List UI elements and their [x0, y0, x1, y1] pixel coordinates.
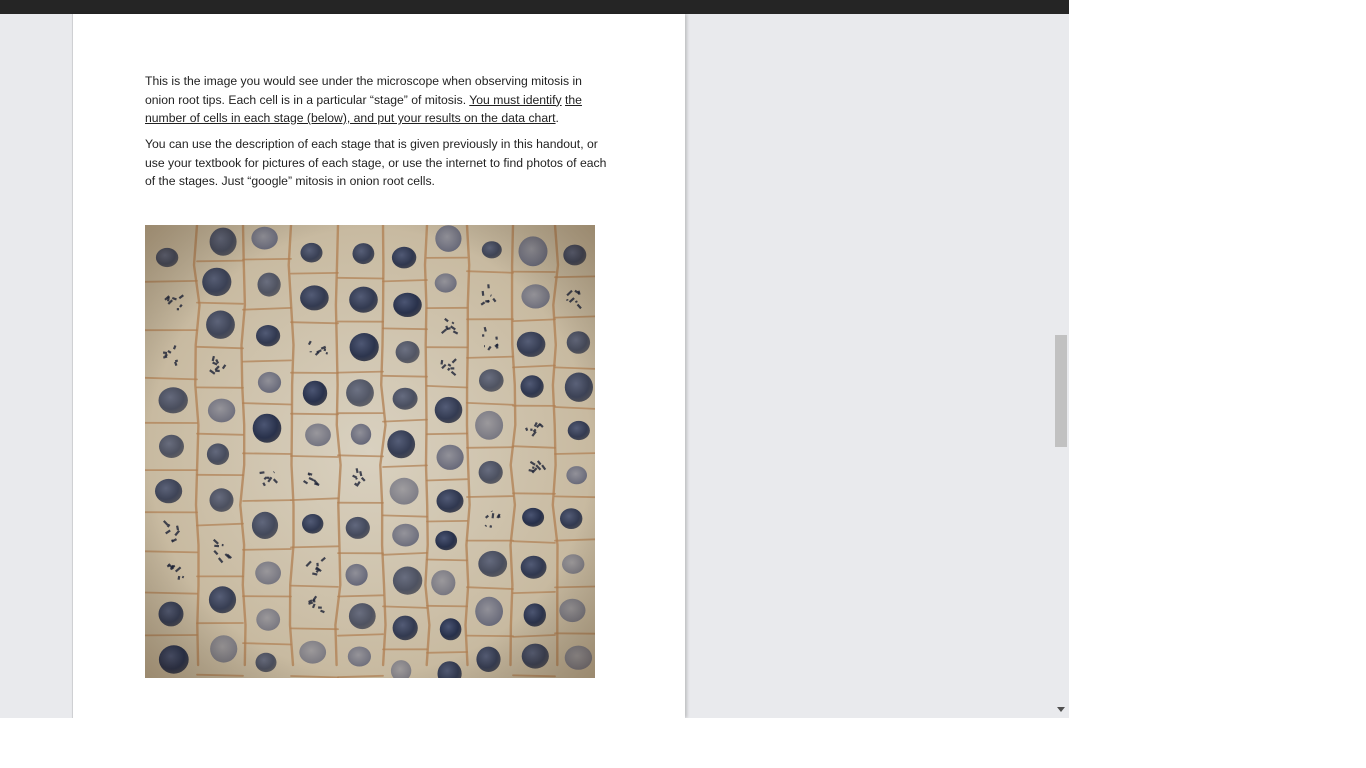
instruction-text: This is the image you would see under the microscope when observing mitosis in onion root tips. Each cell is in a particular “stage” of mitosis. — [145, 74, 582, 107]
micrograph-image — [145, 225, 595, 678]
resources-paragraph: You can use the description of each stage that is given previously in this handout, or use your textbook for pictures of each stage, or use the internet to find photos of each of the stages. Just “google” mitosis in onion root cells. — [145, 137, 607, 188]
onion-root-micrograph — [145, 225, 595, 678]
triangle-down-icon[interactable] — [1052, 701, 1069, 718]
scrollbar-thumb[interactable] — [1055, 335, 1067, 447]
document-page — [72, 14, 685, 718]
instruction-paragraph — [145, 72, 615, 128]
vertical-scrollbar[interactable] — [1052, 14, 1069, 718]
instruction-task: the number of cells in each stage (below), and put your results on the data chart — [145, 92, 582, 125]
instruction-period: . — [555, 111, 559, 125]
instruction-emphasis: You must identify — [469, 92, 562, 107]
viewer-top-bar — [0, 0, 1069, 14]
